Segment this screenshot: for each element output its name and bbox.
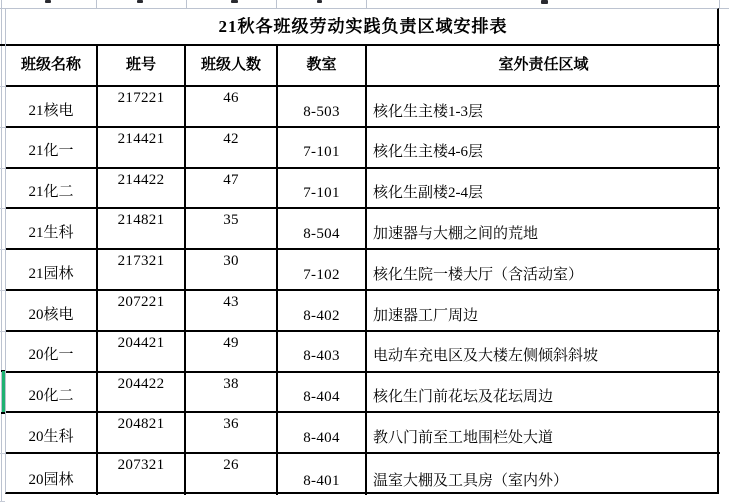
table-cell[interactable]: 207321 xyxy=(98,454,186,495)
sheet-gridline xyxy=(1,0,2,502)
sheet-gridline xyxy=(276,0,277,8)
table-cell[interactable]: 26 xyxy=(186,454,278,495)
table-cell[interactable]: 214421 xyxy=(98,128,186,169)
table-cell[interactable]: 7-102 xyxy=(278,250,367,291)
table-cell[interactable]: 8-503 xyxy=(278,87,367,128)
table-cell[interactable]: 核化生主楼1-3层 xyxy=(367,87,720,128)
sheet-gridline xyxy=(186,0,187,8)
sheet-gridline xyxy=(719,0,720,8)
table-cell[interactable]: 8-402 xyxy=(278,291,367,332)
header-cell-classroom[interactable]: 教室 xyxy=(278,46,367,87)
table-cell[interactable]: 核化生院一楼大厅（含活动室） xyxy=(367,250,720,291)
header-cell-class-name[interactable]: 班级名称 xyxy=(6,46,98,87)
table-cell[interactable]: 43 xyxy=(186,291,278,332)
table-cell[interactable]: 20化一 xyxy=(6,332,98,373)
table-cell[interactable]: 温室大棚及工具房（室内外） xyxy=(373,472,569,489)
table-cell[interactable]: 217221 xyxy=(98,87,186,128)
table-cell[interactable]: 8-404 xyxy=(278,413,367,454)
clipped-text-mark xyxy=(317,0,322,3)
schedule-table xyxy=(5,8,719,494)
header-cell-outdoor-area[interactable]: 室外责任区域 xyxy=(367,46,720,87)
table-cell[interactable]: 核化生主楼4-6层 xyxy=(367,128,720,169)
header-cell-class-size[interactable]: 班级人数 xyxy=(186,46,278,87)
table-cell-selected-row[interactable]: 8-404 xyxy=(278,373,367,414)
table-cell[interactable]: 核化生副楼2-4层 xyxy=(367,169,720,210)
table-cell-selected-row[interactable]: 204422 xyxy=(98,373,186,414)
table-cell-selected-row[interactable]: 38 xyxy=(186,373,278,414)
table-cell[interactable]: 214821 xyxy=(98,209,186,250)
table-cell[interactable]: 204421 xyxy=(98,332,186,373)
table-cell-selected-row[interactable]: 核化生门前花坛及花坛周边 xyxy=(367,373,720,414)
table-cell[interactable]: 8-403 xyxy=(278,332,367,373)
clipped-text-mark xyxy=(137,0,143,3)
sheet-gridline xyxy=(366,0,367,8)
clipped-text-mark xyxy=(541,0,548,4)
table-cell[interactable]: 217321 xyxy=(98,250,186,291)
table-cell[interactable]: 49 xyxy=(186,332,278,373)
clipped-text-mark xyxy=(45,0,51,3)
table-cell[interactable]: 教八门前至工地围栏处大道 xyxy=(367,413,720,454)
sheet-gridline xyxy=(96,0,97,8)
table-cell[interactable]: 214422 xyxy=(98,169,186,210)
table-cell[interactable]: 204821 xyxy=(98,413,186,454)
table-cell[interactable]: 35 xyxy=(186,209,278,250)
table-cell[interactable]: 21生科 xyxy=(6,209,98,250)
clipped-text-mark xyxy=(231,0,238,3)
table-cell-selected-row[interactable]: 20化二 xyxy=(6,373,98,414)
table-cell[interactable]: 7-101 xyxy=(278,169,367,210)
table-cell[interactable]: 36 xyxy=(186,413,278,454)
table-cell[interactable]: 42 xyxy=(186,128,278,169)
table-cell[interactable]: 电动车充电区及大楼左侧倾斜斜坡 xyxy=(367,332,720,373)
table-cell[interactable]: 8-504 xyxy=(278,209,367,250)
table-cell[interactable]: 21化二 xyxy=(6,169,98,210)
table-cell[interactable]: 30 xyxy=(186,250,278,291)
table-cell[interactable]: 207221 xyxy=(98,291,186,332)
table-cell[interactable]: 加速器工厂周边 xyxy=(367,291,720,332)
table-cell[interactable]: 20核电 xyxy=(6,291,98,332)
table-cell[interactable]: 21园林 xyxy=(6,250,98,291)
table-cell[interactable]: 46 xyxy=(186,87,278,128)
table-cell[interactable]: 8-401 xyxy=(278,454,367,495)
table-cell[interactable]: 21化一 xyxy=(6,128,98,169)
table-cell[interactable]: 21核电 xyxy=(6,87,98,128)
table-cell[interactable]: 7-101 xyxy=(278,128,367,169)
table-cell[interactable]: 加速器与大棚之间的荒地 xyxy=(367,209,720,250)
table-cell[interactable]: 47 xyxy=(186,169,278,210)
header-cell-class-no[interactable]: 班号 xyxy=(98,46,186,87)
table-title[interactable]: 21秋各班级劳动实践负责区域安排表 xyxy=(6,9,720,46)
table-cell[interactable]: 20园林 xyxy=(6,454,98,495)
table-cell[interactable]: 20生科 xyxy=(6,413,98,454)
